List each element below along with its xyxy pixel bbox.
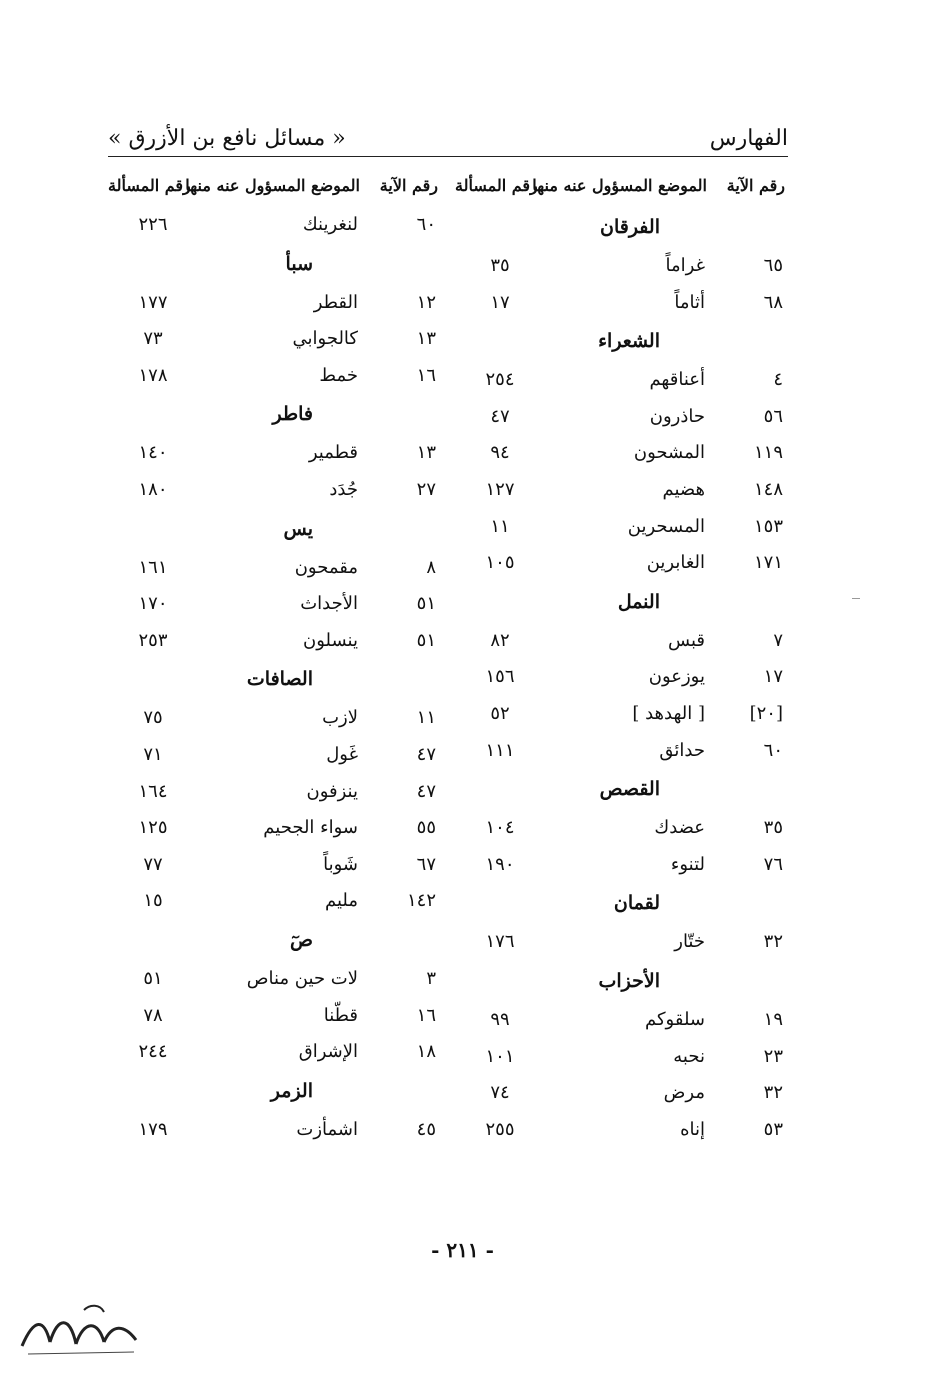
entry-word: أثاماً — [674, 291, 705, 313]
index-entry — [455, 732, 785, 769]
question-number-header: رقم المسألة — [108, 176, 191, 195]
entry-word: [ الهدهد ] — [632, 702, 705, 724]
index-entry — [108, 357, 438, 394]
verse-number: ٤ — [773, 369, 783, 391]
entry-word: كالجوابي — [292, 328, 358, 350]
question-number: ١٧٨ — [138, 364, 168, 386]
question-number: ١٠٤ — [485, 817, 515, 839]
entry-word: لات حين مناص — [246, 967, 358, 989]
index-entry — [455, 544, 785, 581]
question-number: ١٧ — [490, 291, 510, 313]
surah-heading — [455, 768, 785, 809]
verse-number: ٤٥ — [416, 1118, 436, 1140]
index-entry — [455, 1001, 785, 1038]
column-header — [455, 170, 785, 206]
question-number: ٥٢ — [490, 702, 510, 724]
entry-word: حدائق — [659, 739, 705, 761]
question-number: ١٨٠ — [138, 478, 168, 500]
surah-name: الصافات — [246, 668, 313, 691]
entry-word: أعناقهم — [649, 369, 705, 391]
surah-name: الشعراء — [598, 330, 660, 353]
surah-heading — [108, 243, 438, 284]
index-entry — [455, 1038, 785, 1075]
index-entry — [108, 206, 438, 243]
verse-number: ٨ — [426, 556, 436, 578]
index-rows — [455, 206, 785, 1147]
surah-heading — [455, 206, 785, 247]
question-number: ٧٤ — [490, 1082, 510, 1104]
verse-number: ٥٣ — [763, 1118, 783, 1140]
question-number: ٢٥٥ — [485, 1118, 515, 1140]
surah-heading — [108, 393, 438, 434]
verse-number-header: رقم الآية — [379, 176, 438, 195]
verse-number: ٥٥ — [416, 817, 436, 839]
index-entry — [455, 361, 785, 398]
question-number: ١٧٩ — [138, 1118, 168, 1140]
question-number: ١٧٦ — [485, 931, 515, 953]
verse-number: ٥١ — [416, 593, 436, 615]
verse-number: ٧ — [773, 629, 783, 651]
index-entry — [108, 320, 438, 357]
question-number: ١٥ — [143, 890, 163, 912]
question-number: ٢٢٦ — [138, 214, 168, 235]
verse-number: ١٧١ — [753, 552, 783, 574]
surah-name: القصص — [599, 778, 660, 801]
entry-word: حاذرون — [649, 405, 705, 427]
question-number: ٨٢ — [490, 629, 510, 651]
entry-word: المسحرين — [627, 515, 705, 537]
entry-word: مليم — [324, 890, 358, 912]
surah-heading — [455, 581, 785, 622]
entry-word: عضدك — [654, 817, 705, 839]
verse-number: ٤٧ — [416, 780, 436, 802]
surah-name: صٓ — [290, 928, 313, 951]
word-header: الموضع المسؤول عنه منها — [532, 176, 707, 195]
surah-heading — [108, 508, 438, 549]
verse-number: ١٨ — [416, 1041, 436, 1063]
verse-number: ٦٠ — [416, 214, 436, 235]
question-number: ١٦٤ — [138, 780, 168, 802]
index-entry — [108, 1033, 438, 1070]
book-title: « مسائل نافع بن الأزرق » — [108, 126, 346, 151]
question-number: ٣٥ — [490, 255, 510, 276]
index-entry — [108, 1111, 438, 1148]
index-entry — [108, 471, 438, 508]
index-entry — [108, 699, 438, 736]
index-entry — [108, 736, 438, 773]
index-entry — [455, 247, 785, 284]
entry-word: اشمأزت — [296, 1118, 358, 1140]
entry-word: هضيم — [662, 478, 705, 500]
index-entry — [108, 846, 438, 883]
verse-number: [٢٠] — [749, 702, 783, 724]
verse-number: ١٦ — [416, 1004, 436, 1026]
question-number: ١٥٦ — [485, 666, 515, 688]
question-number: ١١ — [490, 515, 510, 537]
question-number: ٢٥٤ — [485, 369, 515, 391]
question-number: ١٤٠ — [138, 442, 168, 464]
index-entry — [455, 508, 785, 545]
entry-word: غراماً — [665, 255, 705, 276]
index-entry — [108, 549, 438, 586]
verse-number: ٥١ — [416, 629, 436, 651]
index-entry — [455, 1074, 785, 1111]
verse-number: ٥٦ — [763, 405, 783, 427]
verse-number: ١٣ — [416, 442, 436, 464]
surah-name: سبأ — [285, 252, 313, 275]
verse-number: ٦٠ — [763, 739, 783, 761]
word-header: الموضع المسؤول عنه منها — [185, 176, 360, 195]
verse-number: ١٣ — [416, 328, 436, 350]
index-column-left — [108, 170, 438, 1147]
verse-number-header: رقم الآية — [726, 176, 785, 195]
question-number: ٩٩ — [490, 1008, 510, 1030]
entry-word: سلقوكم — [645, 1008, 705, 1030]
section-title: الفهارس — [709, 126, 788, 151]
index-entry — [455, 846, 785, 883]
index-entry — [108, 773, 438, 810]
index-entry — [108, 434, 438, 471]
surah-heading — [455, 882, 785, 923]
entry-word: إناه — [680, 1118, 705, 1140]
surah-name: الأحزاب — [598, 969, 660, 992]
index-entry — [108, 585, 438, 622]
surah-name: يس — [283, 517, 313, 540]
entry-word: لتنوء — [670, 853, 705, 875]
entry-word: مقمحون — [294, 556, 358, 578]
verse-number: ٦٨ — [763, 291, 783, 313]
question-number: ٧٨ — [143, 1004, 163, 1026]
index-column-right — [455, 170, 785, 1147]
surah-name: الفرقان — [600, 216, 660, 238]
entry-word: يوزعون — [648, 666, 705, 688]
question-number: ٩٤ — [490, 442, 510, 464]
question-number: ١٩٠ — [485, 853, 515, 875]
surah-heading — [108, 919, 438, 960]
index-entry — [108, 622, 438, 659]
entry-word: الإشراق — [298, 1041, 358, 1063]
verse-number: ٣٢ — [763, 931, 783, 953]
question-number: ٢٥٣ — [138, 629, 168, 651]
stray-mark — [852, 598, 860, 599]
question-number-header: رقم المسألة — [455, 176, 538, 195]
surah-heading — [455, 960, 785, 1001]
index-entry — [108, 960, 438, 997]
entry-word: خمط — [319, 364, 358, 386]
index-entry — [455, 1111, 785, 1148]
verse-number: ١١٩ — [753, 442, 783, 464]
verse-number: ١٦ — [416, 364, 436, 386]
verse-number: ١٥٣ — [753, 515, 783, 537]
question-number: ١٠٥ — [485, 552, 515, 574]
verse-number: ٧٦ — [763, 853, 783, 875]
verse-number: ٢٧ — [416, 478, 436, 500]
verse-number: ٣٢ — [763, 1082, 783, 1104]
verse-number: ١٢ — [416, 291, 436, 313]
verse-number: ١١ — [416, 707, 436, 729]
verse-number: ٤٧ — [416, 743, 436, 765]
entry-word: القطر — [313, 291, 358, 313]
index-entry — [455, 923, 785, 960]
verse-number: ٣ — [426, 967, 436, 989]
index-entry — [455, 695, 785, 732]
entry-word: شَوباً — [323, 853, 358, 875]
index-entry — [455, 434, 785, 471]
question-number: ٧١ — [143, 743, 163, 765]
surah-name: الزمر — [270, 1079, 313, 1102]
index-entry — [455, 622, 785, 659]
verse-number: ٦٧ — [416, 853, 436, 875]
verse-number: ٦٥ — [763, 255, 783, 276]
question-number: ١٧٧ — [138, 291, 168, 313]
entry-word: المشحون — [633, 442, 705, 464]
entry-word: قطمير — [308, 442, 358, 464]
entry-word: لنغرينك — [302, 214, 358, 235]
surah-name: لقمان — [613, 892, 660, 915]
question-number: ٧٥ — [143, 707, 163, 729]
question-number: ١١١ — [485, 739, 515, 761]
page-header — [108, 118, 788, 157]
verse-number: ١٩ — [763, 1008, 783, 1030]
surah-heading — [108, 1070, 438, 1111]
index-entry — [108, 809, 438, 846]
question-number: ١٠١ — [485, 1045, 515, 1067]
surah-heading — [108, 658, 438, 699]
verse-number: ١٤٨ — [753, 478, 783, 500]
question-number: ١٢٧ — [485, 478, 515, 500]
verse-number: ٣٥ — [763, 817, 783, 839]
column-header — [108, 170, 438, 206]
page-number: - ٢١١ - — [431, 1238, 494, 1262]
entry-word: غَول — [326, 743, 358, 765]
library-stamp-logo — [14, 1298, 144, 1362]
surah-name: فاطر — [272, 403, 313, 426]
verse-number: ٢٣ — [763, 1045, 783, 1067]
entry-word: الأجداث — [300, 593, 358, 615]
index-entry — [455, 809, 785, 846]
entry-word: مرض — [663, 1082, 705, 1104]
entry-word: ينزفون — [306, 780, 358, 802]
index-entry — [455, 471, 785, 508]
entry-word: لازب — [322, 707, 358, 729]
surah-name: النمل — [617, 590, 660, 613]
verse-number: ١٧ — [763, 666, 783, 688]
entry-word: قطّنا — [323, 1004, 358, 1026]
question-number: ٧٧ — [143, 853, 163, 875]
verse-number: ١٤٢ — [406, 890, 436, 912]
index-entry — [108, 882, 438, 919]
question-number: ١٢٥ — [138, 817, 168, 839]
index-entry — [455, 398, 785, 435]
entry-word: سواء الجحيم — [263, 817, 358, 839]
question-number: ٢٤٤ — [138, 1041, 168, 1063]
entry-word: ينسلون — [303, 629, 358, 651]
index-rows — [108, 206, 438, 1147]
index-entry — [108, 997, 438, 1034]
index-entry — [455, 284, 785, 321]
index-entry — [455, 658, 785, 695]
question-number: ١٦١ — [138, 556, 168, 578]
question-number: ٥١ — [143, 967, 163, 989]
entry-word: نحبه — [673, 1045, 705, 1067]
index-entry — [108, 284, 438, 321]
entry-word: قبس — [668, 629, 705, 651]
entry-word: ختّار — [674, 931, 705, 953]
question-number: ١٧٠ — [138, 593, 168, 615]
question-number: ٤٧ — [490, 405, 510, 427]
question-number: ٧٣ — [143, 328, 163, 350]
entry-word: الغابرين — [646, 552, 705, 574]
surah-heading — [455, 320, 785, 361]
entry-word: جُدَد — [329, 478, 358, 500]
